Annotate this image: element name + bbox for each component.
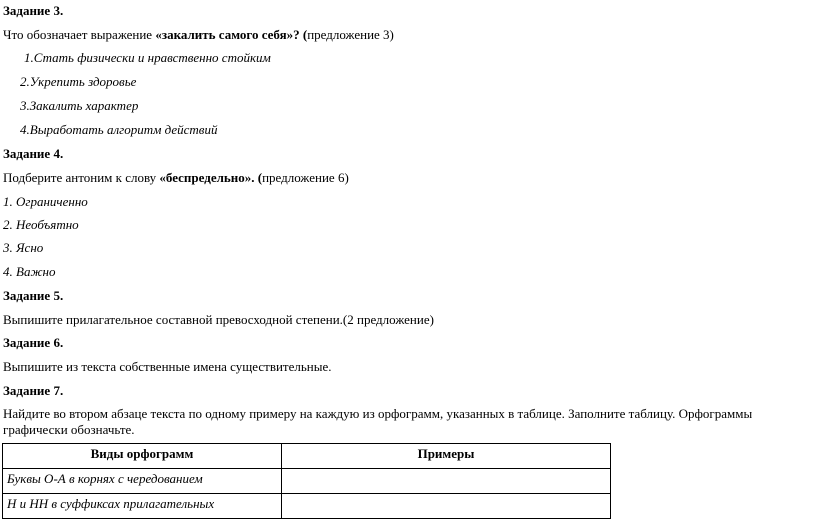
- task4-option-4: 4. Важно: [3, 264, 56, 279]
- task3-question-phrase: «закалить самого себя»? (: [155, 27, 308, 42]
- task4-option-1: 1. Ограниченно: [3, 194, 88, 209]
- task4-heading: Задание 4.: [3, 146, 64, 161]
- task4-option-2: 2. Необъятно: [3, 217, 79, 232]
- task5-text: Выпишите прилагательное составной превосходной степени.(2 предложение): [3, 312, 434, 327]
- task3-option-1: 1.Стать физически и нравственно стойким: [24, 50, 271, 65]
- header-orthogram-types: Виды орфограмм: [3, 444, 282, 469]
- example-cell[interactable]: [282, 469, 611, 494]
- task3-question-pre: Что обозначает выражение: [3, 27, 156, 42]
- task3-option-2: 2.Укрепить здоровье: [20, 74, 137, 89]
- task6-heading: Задание 6.: [3, 335, 64, 350]
- task3-option-3: 3.Закалить характер: [20, 98, 139, 113]
- orthogram-table: [2, 443, 611, 519]
- table-header-row: [3, 444, 611, 469]
- task4-option-3: 3. Ясно: [3, 240, 44, 255]
- task6-text: Выпишите из текста собственные имена существительные.: [3, 359, 332, 374]
- task4-question: [3, 170, 349, 186]
- orthogram-cell: Н и НН в суффиксах прилагательных: [3, 494, 282, 519]
- orthogram-cell: Буквы О-А в корнях с чередованием: [3, 469, 282, 494]
- task3-question-post: предложение 3): [307, 27, 394, 42]
- task7-text: Найдите во втором абзаце текста по одному примеру на каждую из орфограмм, указанных в таблице. Заполните таблицу. Орфограммы графически обозначьте.: [3, 406, 753, 437]
- task3-option-4: 4.Выработать алгоритм действий: [20, 122, 218, 137]
- task4-question-post: предложение 6): [262, 170, 349, 185]
- task4-question-word: «беспредельно». (: [159, 170, 263, 185]
- table-row: [3, 494, 611, 519]
- task7-heading: Задание 7.: [3, 383, 64, 398]
- task4-question-pre: Подберите антоним к слову: [3, 170, 160, 185]
- header-examples: Примеры: [282, 444, 611, 469]
- task3-question: [3, 27, 394, 43]
- example-cell[interactable]: [282, 494, 611, 519]
- task5-heading: Задание 5.: [3, 288, 64, 303]
- table-row: [3, 469, 611, 494]
- task3-heading: Задание 3.: [3, 3, 64, 18]
